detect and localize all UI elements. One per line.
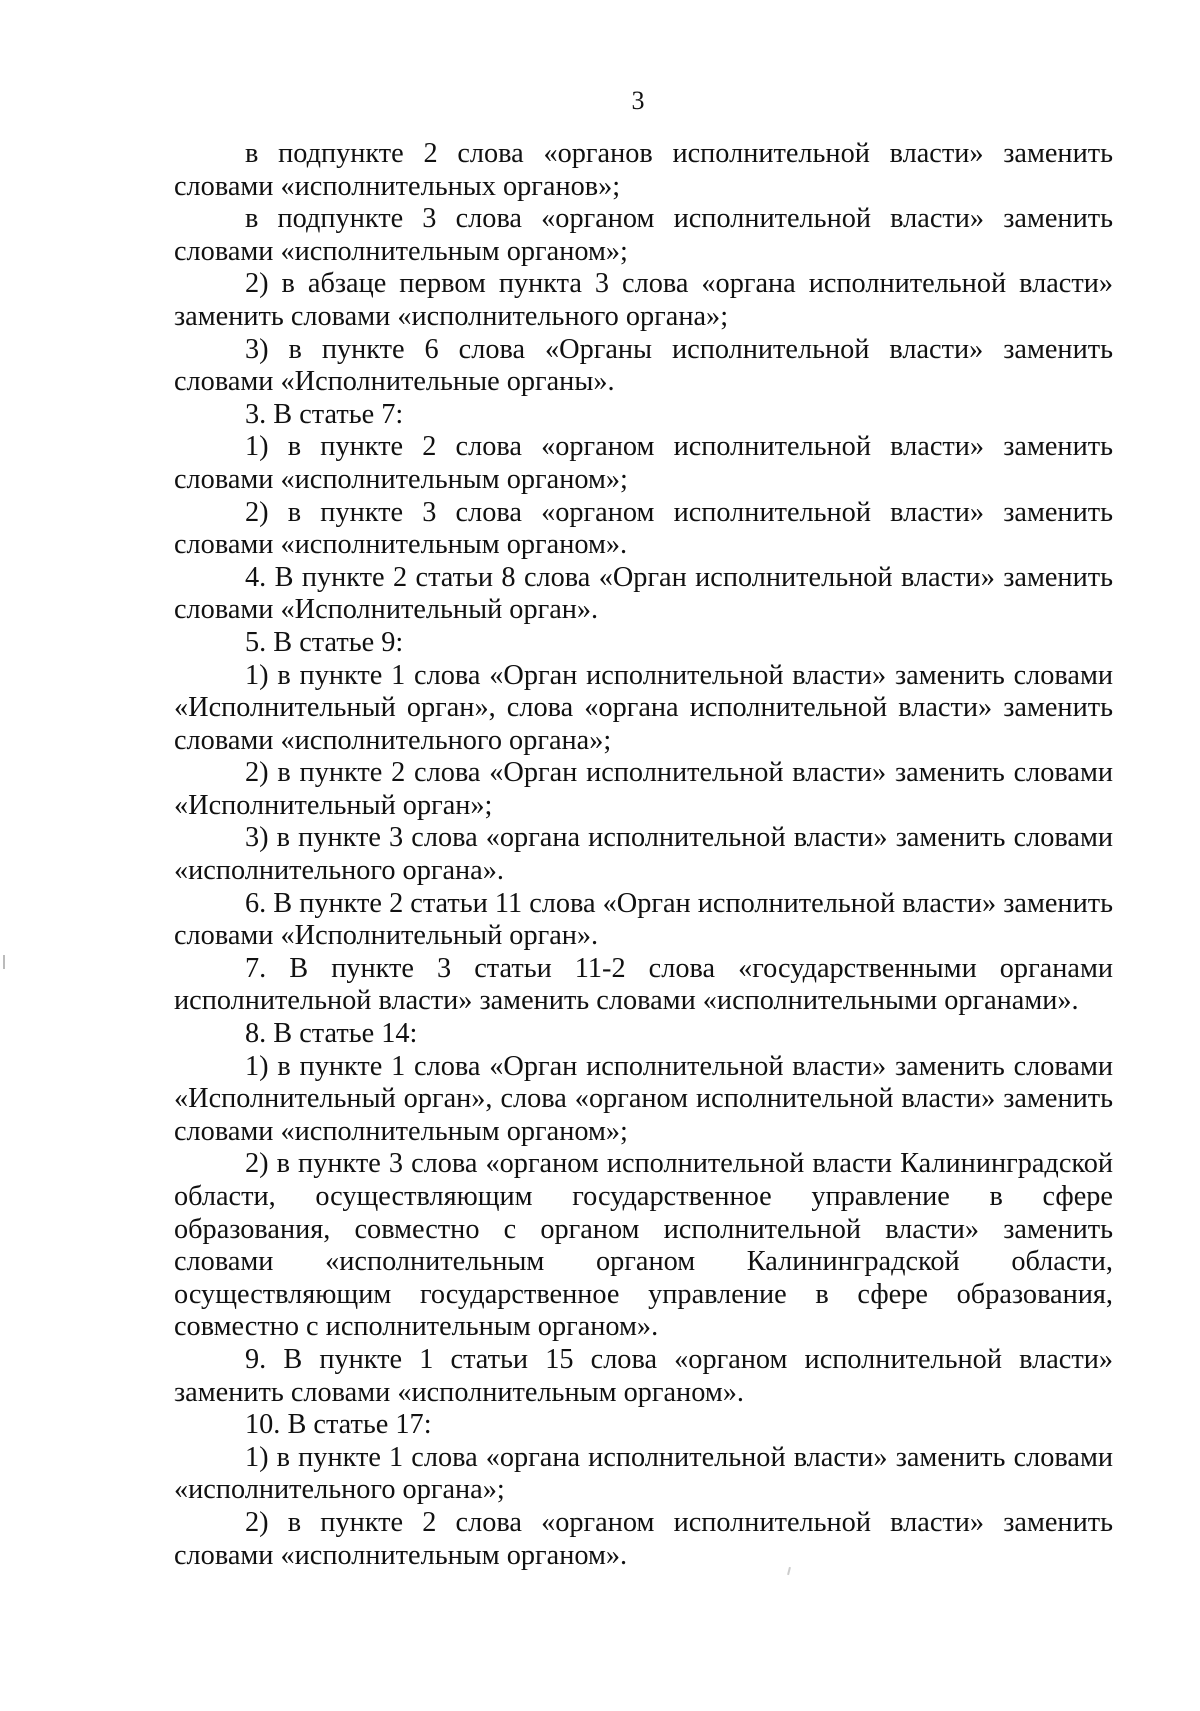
- section-heading: 10. В статье 17:: [245, 1409, 432, 1441]
- paragraph: 3) в пункте 3 слова «органа исполнительной власти» заменить словами «исполнительного органа».: [174, 822, 1113, 887]
- paragraph: 3) в пункте 6 слова «Органы исполнительной власти» заменить словами «Исполнительные органы».: [174, 333, 1113, 398]
- paragraph: 9. В пункте 1 статьи 15 слова «органом исполнительной власти» заменить словами «исполнительным органом».: [174, 1343, 1113, 1408]
- section-heading: 8. В статье 14:: [245, 1018, 418, 1050]
- section-heading: 3. В статье 7:: [245, 398, 404, 430]
- paragraph: 1) в пункте 2 слова «органом исполнительной власти» заменить словами «исполнительным органом»;: [174, 431, 1113, 495]
- paragraph: 6. В пункте 2 статьи 11 слова «Орган исполнительной власти» заменить словами «Исполнительный орган».: [174, 887, 1113, 952]
- paragraph: 7. В пункте 3 статьи 11-2 слова «государственными органами исполнительной власти» заменить словами «исполнительными органами».: [174, 952, 1113, 1017]
- paragraph: 1) в пункте 1 слова «органа исполнительной власти» заменить словами «исполнительного органа»;: [174, 1441, 1113, 1506]
- paragraph: 2) в пункте 3 слова «органом исполнительной власти Калининградской области, осуществляющим государственное управление в сфере образования, совместно с органом исполнительной власти» заменить словами «исполнительным органом Калининградской области, осуществляющим государственное управление в сфере образования, совместно с исполнительным органом».: [174, 1148, 1113, 1343]
- paragraph: в подпункте 2 слова «органов исполнительной власти» заменить словами «исполнительных органов»;: [174, 138, 1113, 202]
- scan-artifact: [3, 955, 5, 969]
- paragraph: 1) в пункте 1 слова «Орган исполнительной власти» заменить словами «Исполнительный орган», слова «органом исполнительной власти» заменить словами «исполнительным органом»;: [174, 1050, 1113, 1147]
- page-number: 3: [631, 86, 645, 115]
- paragraph: в подпункте 3 слова «органом исполнительной власти» заменить словами «исполнительным органом»;: [174, 203, 1113, 267]
- paragraph: 4. В пункте 2 статьи 8 слова «Орган исполнительной власти» заменить словами «Исполнительный орган».: [174, 561, 1113, 626]
- paragraph: 2) в абзаце первом пункта 3 слова «органа исполнительной власти» заменить словами «исполнительного органа»;: [174, 268, 1113, 332]
- paragraph: 1) в пункте 1 слова «Орган исполнительной власти» заменить словами «Исполнительный орган», слова «органа исполнительной власти» заменить словами «исполнительного органа»;: [174, 659, 1113, 756]
- document-body: [174, 138, 1113, 1572]
- paragraph: 2) в пункте 2 слова «Орган исполнительной власти» заменить словами «Исполнительный орган»;: [174, 757, 1113, 821]
- section-heading: 5. В статье 9:: [245, 626, 404, 658]
- paragraph: 2) в пункте 3 слова «органом исполнительной власти» заменить словами «исполнительным органом».: [174, 496, 1113, 561]
- paragraph: 2) в пункте 2 слова «органом исполнительной власти» заменить словами «исполнительным органом».: [174, 1506, 1113, 1571]
